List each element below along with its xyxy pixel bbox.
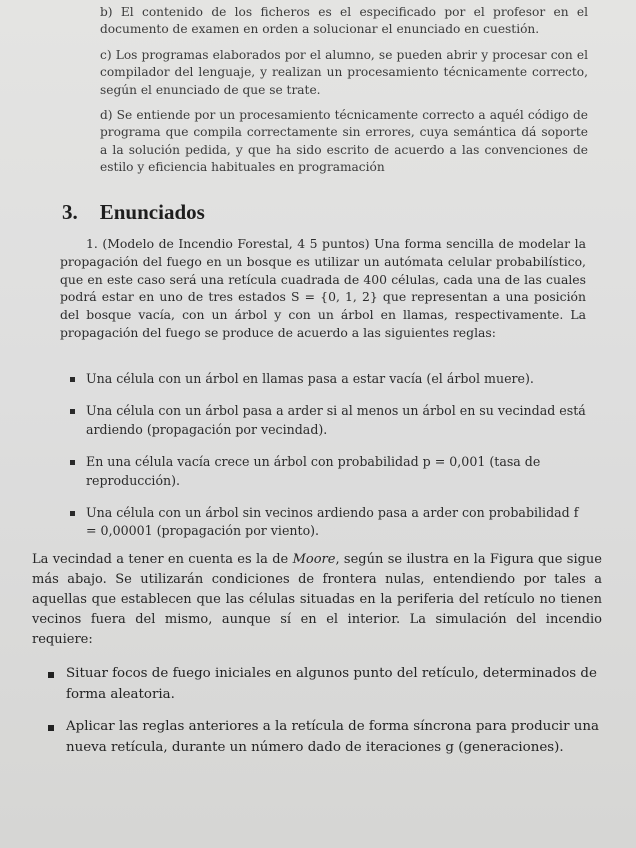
bullet-square-icon [70,409,75,414]
rule-item [62,453,592,490]
bullet-square-icon [70,460,75,465]
bullet-square-icon [70,377,75,382]
problem-statement [60,235,586,342]
rules-list [62,370,592,555]
neighborhood-text [32,550,602,650]
requirement-item [40,717,606,758]
neighborhood-paragraph [32,550,602,650]
requirements-list [40,664,606,770]
rule-text: Una célula con un árbol pasa a arder si al menos un árbol en su vecindad está ardiendo (propagación por vecindad). [86,403,586,437]
rule-item [62,504,592,541]
neighborhood-text-start: La vecindad a tener en cuenta es la de [32,552,293,567]
rule-text: En una célula vacía crece un árbol con probabilidad p = 0,001 (tasa de reproducción). [86,454,541,488]
intro-item-c: c) Los programas elaborados por el alumno, se pueden abrir y procesar con el compilador del lenguaje, y realizan un procesamiento técnicamente correcto, según el enunciado de que se trate. [100,47,588,97]
bullet-square-icon [48,672,54,678]
intro-conditions [100,4,588,185]
requirement-text: Aplicar las reglas anteriores a la retícula de forma síncrona para producir una nueva retícula, durante un número dado de iteraciones g (generaciones). [66,719,599,755]
rule-text: Una célula con un árbol sin vecinos ardiendo pasa a arder con probabilidad f = 0,00001 (propagación por viento). [86,505,579,539]
bullet-square-icon [70,511,75,516]
intro-item-d: d) Se entiende por un procesamiento técnicamente correcto a aquél código de programa que compila correctamente sin errores, cuya semántica dá soporte a la solución pedida, y que ha sido escrito de acuerdo a las convenciones de estilo y eficiencia habituales en programación [100,108,588,175]
rule-item [62,402,592,439]
problem-text: 1. (Modelo de Incendio Forestal, 4 5 puntos) Una forma sencilla de modelar la propagación del fuego en un bosque es utilizar un autómata celular probabilístico, que en este caso será una retícula cuadrada de 400 células, cada una de las cuales podrá estar en uno de tres estados S = {0, 1, 2} que representan a una posición del bosque vacía, con un árbol y con un árbol en llamas, respectivamente. La propagación del fuego se produce de acuerdo a las siguientes reglas: [60,236,586,340]
section-title: Enunciados [99,200,205,224]
requirement-text: Situar focos de fuego iniciales en algunos punto del retículo, determinados de forma aleatoria. [66,666,597,702]
neighborhood-text-end: , según se ilustra en la Figura que sigue más abajo. Se utilizarán condiciones de frontera nulas, entendiendo por tales a aquellas que establecen que las células situadas en la periferia del retículo no tienen vecinos fuera del mismo, aunque sí en el interior. La simulación del incendio requiere: [32,552,602,647]
moore-term: Moore [292,552,336,567]
requirement-item [40,664,606,705]
intro-item-b: b) El contenido de los ficheros es el especificado por el profesor en el documento de examen en orden a solucionar el enunciado en cuestión. [100,5,588,37]
rule-item [62,370,592,388]
rule-text: Una célula con un árbol en llamas pasa a estar vacía (el árbol muere). [86,371,534,386]
section-heading [62,200,205,225]
section-number: 3. [62,200,78,224]
bullet-square-icon [48,725,54,731]
